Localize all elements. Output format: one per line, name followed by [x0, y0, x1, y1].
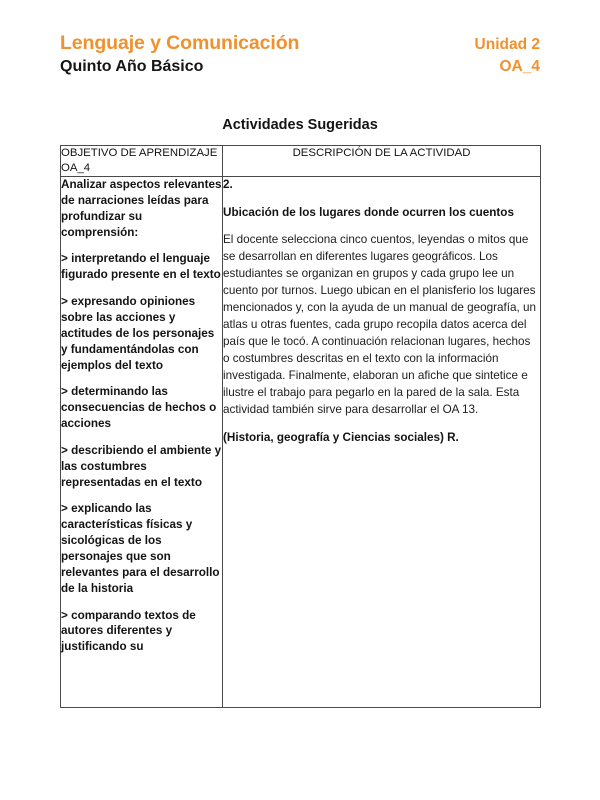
objective-bullet-1: > interpretando el lenguaje figurado presente en el texto — [61, 252, 221, 282]
grade-label: Quinto Año Básico — [60, 57, 204, 75]
header-row-secondary — [60, 58, 540, 76]
section-title: Actividades Sugeridas — [222, 117, 378, 133]
objective-bullet-6: > comparando textos de autores diferentes y justificando su — [61, 608, 196, 654]
learning-objective-block — [61, 177, 222, 655]
objective-code-label: OA_4 — [499, 57, 540, 75]
column-header-objective: OBJETIVO DE APRENDIZAJE OA_4 — [61, 146, 223, 177]
objective-bullet-5: > explicando las características físicas y sicológicas de los personajes que son relevantes para el desarrollo de la historia — [61, 502, 220, 595]
document-header — [60, 33, 540, 76]
table-header-row — [61, 146, 541, 177]
activity-body-text: El docente selecciona cinco cuentos, leyendas o mitos que se desarrollan en diferentes lugares geográficos. Los estudiantes se organizan en grupos y cada grupo lee un cuento por turnos. Luego ubican en el planisferio los lugares mencionados y, con la ayuda de un manual de geografía, un atlas u otras fuentes, cada grupo recopila datos acerca del país que le tocó. A continuación relacionan lugares, hechos o costumbres descritas en el texto con la información investigada. Finalmente, elaboran un afiche que sintetice e ilustre el trabajo para pegarlo en la pared de la sala. Esta actividad también sirve para desarrollar el OA 13. — [223, 232, 536, 416]
activity-number: 2. — [223, 178, 233, 192]
activity-subtitle: Ubicación de los lugares donde ocurren los cuentos — [223, 205, 514, 219]
objective-intro: Analizar aspectos relevantes de narraciones leídas para profundizar su comprensión: — [61, 178, 222, 239]
activity-footer-note: (Historia, geografía y Ciencias sociales) R. — [223, 430, 459, 444]
column-header-description: DESCRIPCIÓN DE LA ACTIVIDAD — [223, 146, 541, 177]
cell-activity-description — [223, 177, 541, 708]
cell-learning-objective — [61, 177, 223, 708]
table-row — [61, 177, 541, 708]
objective-bullet-2: > expresando opiniones sobre las acciones y actitudes de los personajes y fundamentándolas con ejemplos del texto — [61, 295, 215, 372]
objective-bullet-4: > describiendo el ambiente y las costumbres representadas en el texto — [61, 443, 222, 489]
unit-label: Unidad 2 — [474, 36, 540, 53]
objective-bullet-3: > determinando las consecuencias de hechos o acciones — [61, 385, 217, 431]
header-row-primary — [60, 33, 540, 55]
subject-title: Lenguaje y Comunicación — [60, 32, 300, 54]
activities-table — [60, 145, 541, 708]
